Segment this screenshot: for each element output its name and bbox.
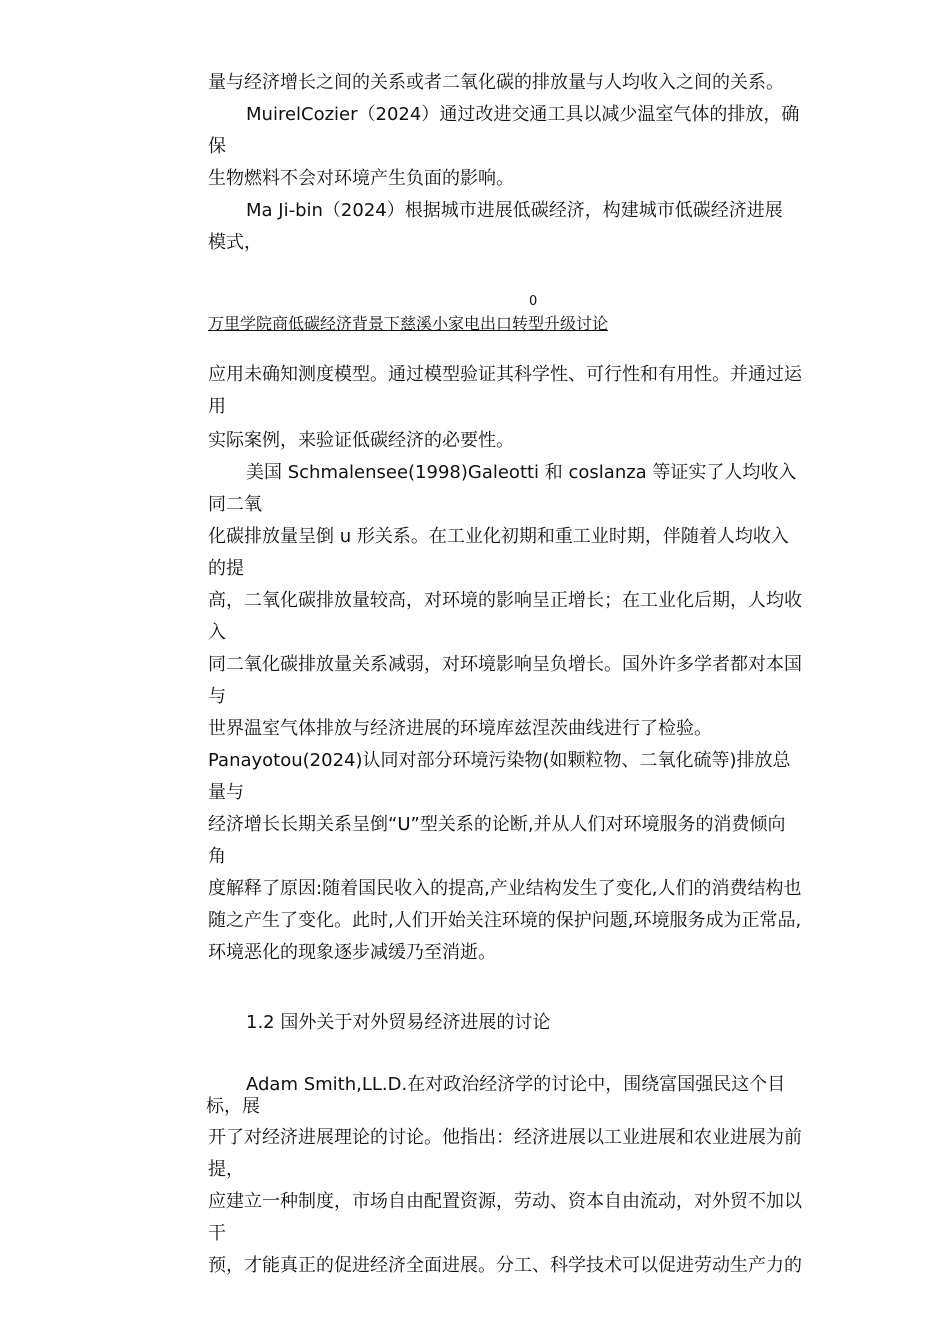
text-line: 度解释了原因:随着国民收入的提高,产业结构发生了变化,人们的消费结构也 [208, 878, 802, 899]
text-line: 标，展 [206, 1096, 260, 1117]
text-line: 随之产生了变化。此时,人们开始关注环境的保护问题,环境服务成为正常品, [208, 910, 802, 931]
text-line: 应建立一种制度，市场自由配置资源，劳动、资本自由流动，对外贸不加以 [208, 1191, 802, 1212]
text-line: 的提 [208, 558, 244, 579]
section-heading: 1.2 国外关于对外贸易经济进展的讨论 [246, 1012, 551, 1033]
text-line: 预，才能真正的促进经济全面进展。分工、科学技术可以促进劳动生产力的 [208, 1255, 802, 1276]
text-line: 开了对经济进展理论的讨论。他指出：经济进展以工业进展和农业进展为前 [208, 1127, 802, 1148]
text-line: 角 [208, 846, 226, 867]
text-line: 干 [208, 1223, 226, 1244]
text-line: 高，二氧化碳排放量较高，对环境的影响呈正增长；在工业化后期，人均收 [208, 590, 802, 611]
page-number: 0 [529, 294, 538, 309]
text-line: 生物燃料不会对环境产生负面的影响。 [208, 168, 514, 189]
text-line: 实际案例，来验证低碳经济的必要性。 [208, 430, 514, 451]
text-line: 美国 Schmalensee(1998)Galeotti 和 coslanza 等证实了人均收入 [246, 462, 797, 483]
text-line: 同二氧化碳排放量关系减弱，对环境影响呈负增长。国外许多学者都对本国 [208, 654, 802, 675]
text-line: 与 [208, 686, 226, 707]
text-line: Ma Ji-bin（2024）根据城市进展低碳经济，构建城市低碳经济进展 [246, 200, 783, 221]
text-line: 用 [208, 396, 226, 417]
footer-title: 万里学院商低碳经济背景下慈溪小家电出口转型升级讨论 [208, 314, 609, 333]
text-line: 经济增长长期关系呈倒“U”型关系的论断,并从人们对环境服务的消费倾向 [208, 814, 786, 835]
text-line: 量与经济增长之间的关系或者二氧化碳的排放量与人均收入之间的关系。 [208, 72, 784, 93]
text-line: MuirelCozier（2024）通过改进交通工具以减少温室气体的排放，确 [246, 104, 800, 125]
text-line: Panayotou(2024)认同对部分环境污染物(如颗粒物、二氧化硫等)排放总 [208, 750, 791, 771]
text-line: 量与 [208, 782, 244, 803]
text-line: 提， [208, 1159, 244, 1180]
text-line: 模式， [208, 232, 262, 253]
text-line: 入 [208, 622, 226, 643]
text-line: 化碳排放量呈倒 u 形关系。在工业化初期和重工业时期，伴随着人均收入 [208, 526, 789, 547]
text-line: Adam Smith,LL.D.在对政治经济学的讨论中，围绕富国强民这个目 [246, 1074, 786, 1095]
text-line: 应用未确知测度模型。通过模型验证其科学性、可行性和有用性。并通过运 [208, 364, 802, 385]
text-line: 世界温室气体排放与经济进展的环境库兹涅茨曲线进行了检验。 [208, 718, 712, 739]
text-line: 同二氧 [208, 494, 262, 515]
text-line: 环境恶化的现象逐步减缓乃至消逝。 [208, 942, 496, 963]
text-line: 保 [208, 136, 226, 157]
